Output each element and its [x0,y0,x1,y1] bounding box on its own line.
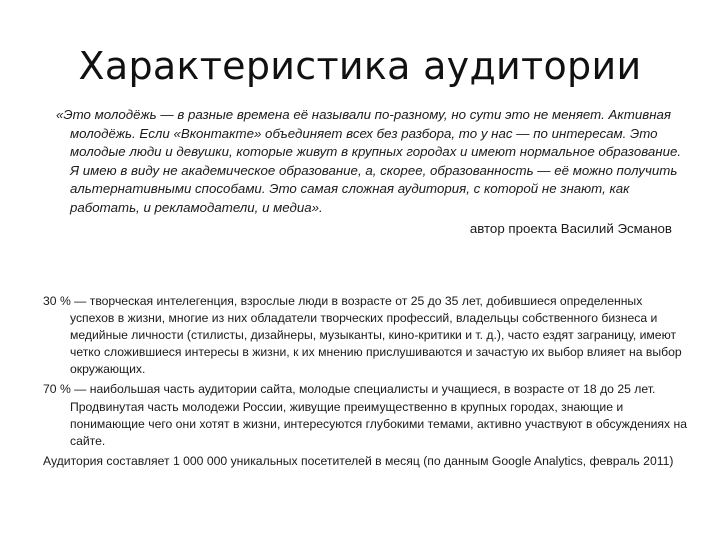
quote-block [56,106,686,238]
stat-paragraph-70-percent: 70 % — наибольшая часть аудитории сайта, молодые специалисты и учащиеся, в возрасте от 18 до 25 лет. Продвинутая часть молодежи России, живущие преимущественно в крупных городах, знающие и понимающие чего они хотят в жизни, интересуются глубокими темами, активно участвуют в обсуждениях на сайте. [43,382,687,448]
quote-text: «Это молодёжь — в разные времена её называли по-разному, но сути это не меняет. Активная молодёжь. Если «Вконтакте» объединяет всех без разбора, то у нас — по интересам. Это молодые люди и девушки, которые живут в крупных городах и имеют нормальное образование. Я имею в виду не академическое образование, а, скорее, образованность — её можно получить альтернативными способами. Это самая сложная аудитория, с которой не знают, как работать, и рекламодатели, и медиа». [56,107,682,215]
stat-paragraph-audience-size: Аудитория составляет 1 000 000 уникальных посетителей в месяц (по данным Google Analytics, февраль 2011) [43,453,674,468]
stat-paragraph-30-percent: 30 % — творческая интелегенция, взрослые люди в возрасте от 25 до 35 лет, добившиеся определенных успехов в жизни, многие из них обладатели творческих профессий, владельцы собственного бизнеса и медийные личности (стилисты, дизайнеры, музыканты, кино-критики и т. д.), часто ездят заграницу, имеют четко сложившиеся интересы в жизни, к их мнению прислушиваются и зачастую их выбор влияет на выбор окружающих. [43,294,682,377]
quote-author: автор проекта Василий Эсманов [469,220,672,236]
audience-stats [43,293,688,473]
slide-title: Характеристика аудитории [78,44,642,88]
